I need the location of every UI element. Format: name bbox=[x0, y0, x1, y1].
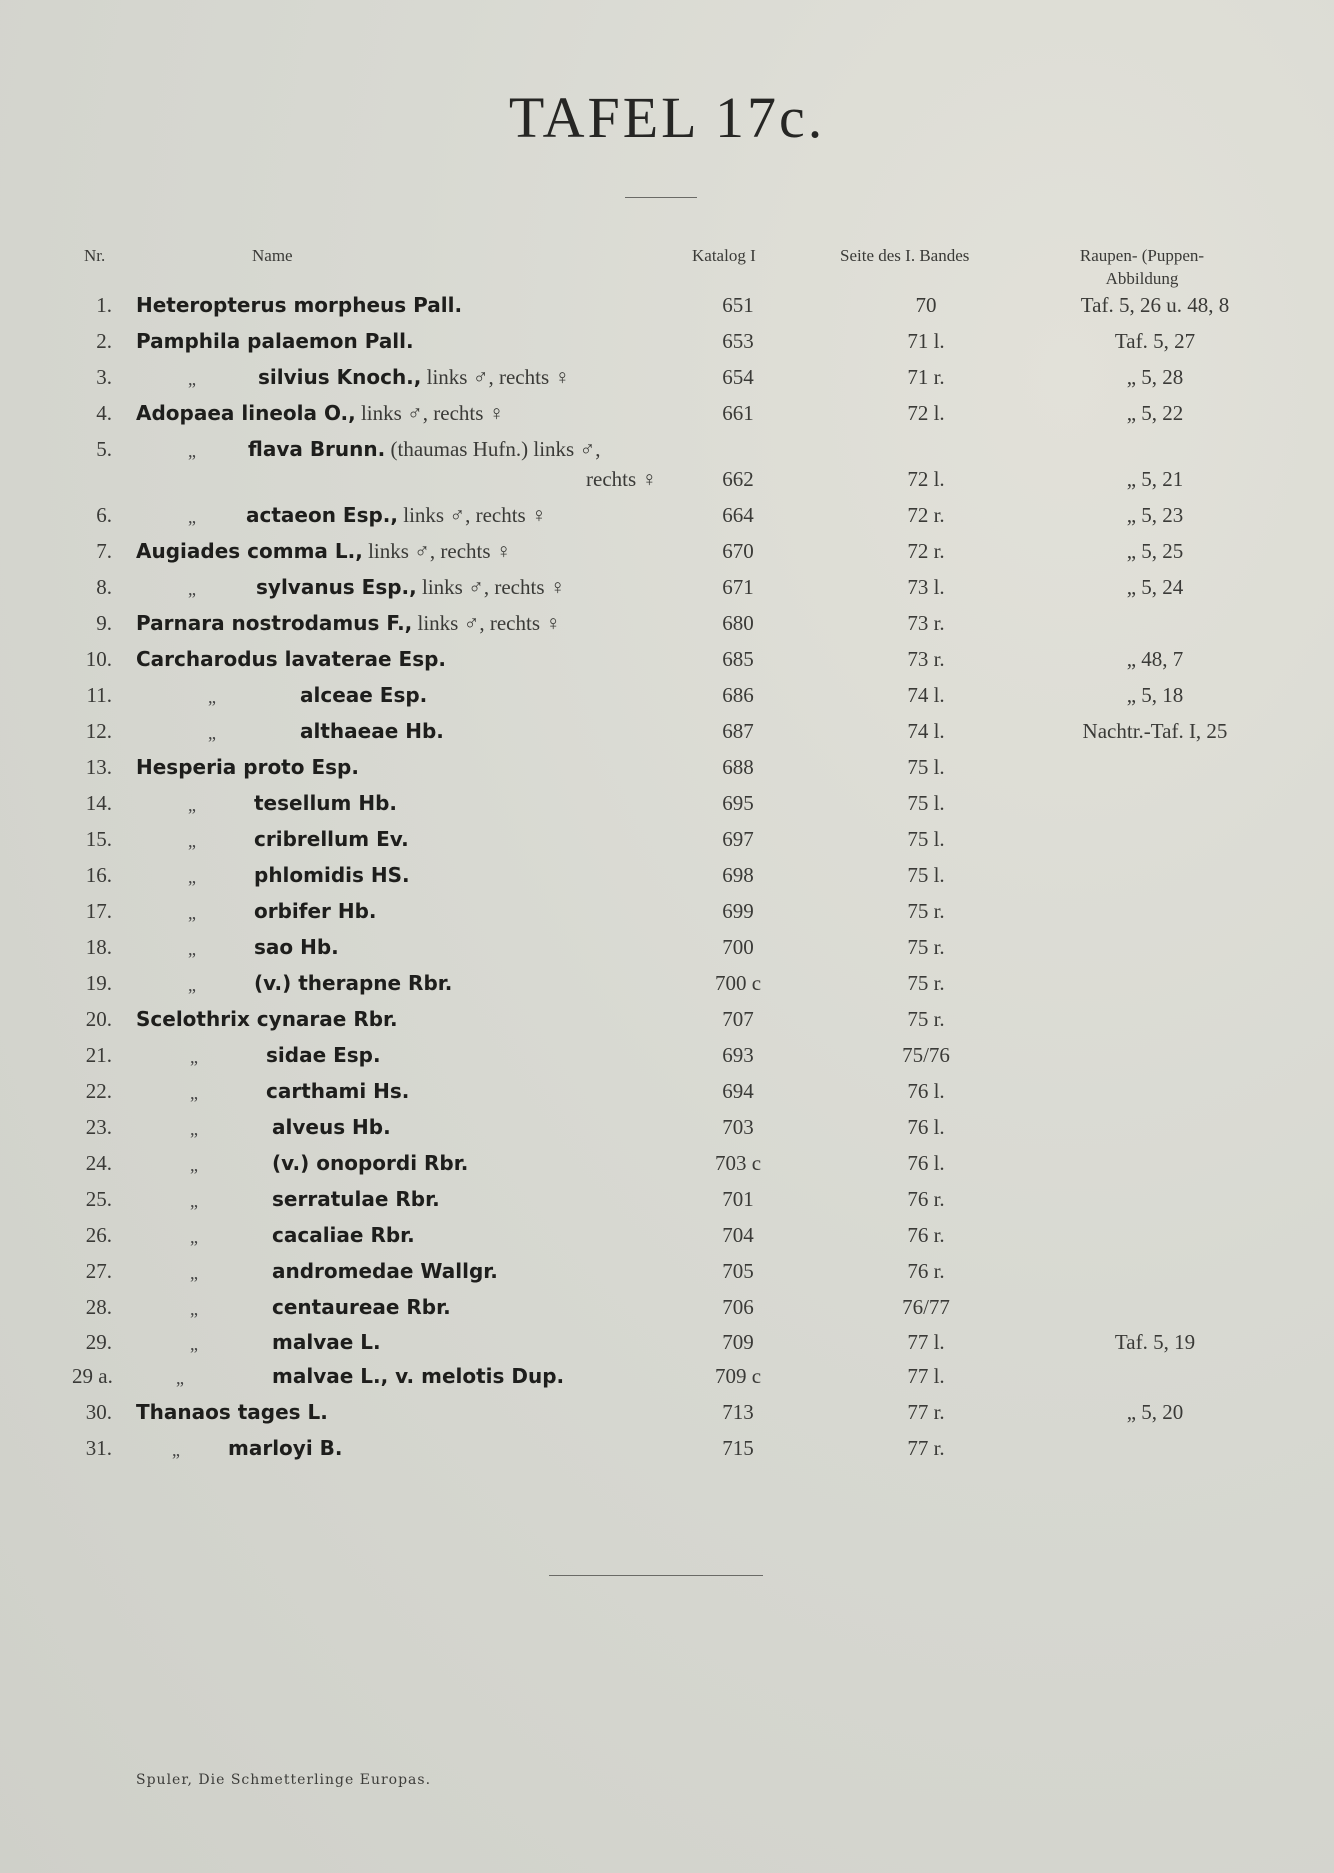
species-name-text: cribrellum Ev. bbox=[254, 827, 409, 851]
row-number: 17. bbox=[85, 899, 112, 923]
row-number: 9. bbox=[96, 611, 112, 635]
row-number: 28. bbox=[85, 1295, 112, 1319]
ditto-mark: „ bbox=[188, 579, 196, 599]
species-name-text: Augiades comma L., bbox=[136, 539, 363, 563]
page-reference: 73 r. bbox=[907, 611, 945, 635]
species-name bbox=[136, 401, 504, 426]
katalog-number: 671 bbox=[722, 575, 754, 599]
page-reference: 72 l. bbox=[907, 467, 945, 491]
header-nr: Nr. bbox=[84, 246, 106, 265]
katalog-number: 709 c bbox=[714, 1364, 762, 1388]
species-name bbox=[136, 1400, 328, 1424]
species-name-text: alceae Esp. bbox=[300, 683, 428, 707]
table-row bbox=[0, 1259, 1334, 1293]
table-row bbox=[0, 503, 1334, 537]
larva-plate-reference: „ 48, 7 bbox=[1126, 647, 1184, 671]
page-reference: 74 l. bbox=[907, 719, 945, 743]
species-name-text: flava Brunn. bbox=[248, 437, 386, 461]
species-name-text: andromedae Wallgr. bbox=[272, 1259, 498, 1283]
katalog-number: 700 bbox=[722, 935, 754, 959]
row-number: 10. bbox=[85, 647, 112, 671]
larva-plate-reference: „ 5, 21 bbox=[1126, 467, 1184, 491]
species-name bbox=[246, 503, 547, 528]
species-name bbox=[254, 863, 410, 887]
species-note: links ♂, rechts ♀ bbox=[421, 365, 571, 389]
ditto-mark: „ bbox=[176, 1368, 184, 1388]
larva-plate-reference: „ 5, 24 bbox=[1126, 575, 1184, 599]
table-row bbox=[0, 611, 1334, 645]
table-row bbox=[0, 575, 1334, 609]
page-footer: Spuler, Die Schmetterlinge Europas. bbox=[136, 1772, 432, 1788]
ditto-mark: „ bbox=[190, 1191, 198, 1211]
species-name-text: malvae L., v. melotis Dup. bbox=[272, 1364, 565, 1388]
katalog-number: 713 bbox=[722, 1400, 754, 1424]
katalog-number: 704 bbox=[722, 1223, 754, 1247]
larva-plate-reference: „ 5, 22 bbox=[1126, 401, 1184, 425]
katalog-number: 664 bbox=[722, 503, 754, 527]
table-row bbox=[0, 1079, 1334, 1113]
page-reference: 76 r. bbox=[907, 1223, 945, 1247]
katalog-number: 715 bbox=[722, 1436, 754, 1460]
ditto-mark: „ bbox=[188, 867, 196, 887]
page-reference: 71 r. bbox=[907, 365, 945, 389]
row-number: 29. bbox=[85, 1330, 112, 1354]
page-reference: 75 l. bbox=[907, 791, 945, 815]
table-row bbox=[0, 1007, 1334, 1041]
species-name bbox=[272, 1187, 440, 1211]
row-number: 22. bbox=[85, 1079, 112, 1103]
page-reference: 72 r. bbox=[907, 503, 945, 527]
table-row bbox=[0, 1400, 1334, 1434]
ditto-mark: „ bbox=[190, 1299, 198, 1319]
page-reference: 75 l. bbox=[907, 863, 945, 887]
katalog-number: 705 bbox=[722, 1259, 754, 1283]
header-seite: Seite des I. Bandes bbox=[840, 246, 970, 265]
species-name bbox=[266, 1043, 381, 1067]
ditto-mark: „ bbox=[190, 1119, 198, 1139]
ditto-mark: „ bbox=[208, 723, 216, 743]
ditto-mark: „ bbox=[190, 1047, 198, 1067]
row-number: 13. bbox=[85, 755, 112, 779]
katalog-number: 662 bbox=[722, 467, 754, 491]
species-name-text: sidae Esp. bbox=[266, 1043, 381, 1067]
table-row bbox=[0, 1436, 1334, 1470]
larva-plate-reference: Taf. 5, 19 bbox=[1114, 1330, 1196, 1354]
page-reference: 77 r. bbox=[907, 1436, 945, 1460]
species-name-text: silvius Knoch., bbox=[258, 365, 422, 389]
table-row bbox=[0, 437, 1334, 471]
table-row bbox=[0, 1223, 1334, 1257]
ditto-mark: „ bbox=[190, 1083, 198, 1103]
larva-plate-reference: „ 5, 23 bbox=[1126, 503, 1184, 527]
header-katalog: Katalog I bbox=[692, 246, 756, 265]
species-name-text: Heteropterus morpheus Pall. bbox=[136, 293, 463, 317]
species-name-text: Scelothrix cynarae Rbr. bbox=[136, 1007, 398, 1031]
species-name-text: cacaliae Rbr. bbox=[272, 1223, 415, 1247]
table-row bbox=[0, 1295, 1334, 1329]
page-reference: 75 r. bbox=[907, 971, 945, 995]
row-number: 4. bbox=[96, 401, 112, 425]
katalog-number: 706 bbox=[722, 1295, 754, 1319]
row-number: 31. bbox=[85, 1436, 112, 1460]
larva-plate-reference: „ 5, 28 bbox=[1126, 365, 1184, 389]
species-name-text: orbifer Hb. bbox=[254, 899, 377, 923]
page-reference: 73 r. bbox=[907, 647, 945, 671]
species-note: links ♂, rechts ♀ bbox=[416, 575, 566, 599]
ditto-mark: „ bbox=[190, 1263, 198, 1283]
page-reference: 72 l. bbox=[907, 401, 945, 425]
table-row bbox=[0, 647, 1334, 681]
table-row bbox=[0, 539, 1334, 573]
species-name-text: Parnara nostrodamus F., bbox=[136, 611, 413, 635]
page-reference: 73 l. bbox=[907, 575, 945, 599]
page-reference: 77 r. bbox=[907, 1400, 945, 1424]
species-name bbox=[272, 1115, 391, 1139]
larva-plate-reference: Nachtr.-Taf. I, 25 bbox=[1082, 719, 1228, 743]
species-note: (thaumas Hufn.) links ♂, bbox=[385, 437, 601, 461]
ditto-mark: „ bbox=[188, 831, 196, 851]
header-name: Name bbox=[252, 246, 293, 265]
table-row bbox=[0, 1043, 1334, 1077]
species-name-text: (v.) onopordi Rbr. bbox=[272, 1151, 469, 1175]
species-name bbox=[248, 437, 600, 462]
bottom-divider bbox=[549, 1575, 763, 1576]
table-row bbox=[0, 863, 1334, 897]
table-row bbox=[0, 719, 1334, 753]
katalog-number: 651 bbox=[722, 293, 754, 317]
larva-plate-reference: Taf. 5, 26 u. 48, 8 bbox=[1080, 293, 1230, 317]
ditto-mark: „ bbox=[188, 441, 196, 461]
table-row bbox=[0, 755, 1334, 789]
row-number: 11. bbox=[86, 683, 112, 707]
row-number: 3. bbox=[96, 365, 112, 389]
larva-plate-reference: „ 5, 25 bbox=[1126, 539, 1184, 563]
table-row bbox=[0, 1187, 1334, 1221]
table-row bbox=[0, 899, 1334, 933]
row-number: 1. bbox=[96, 293, 112, 317]
katalog-number: 703 c bbox=[714, 1151, 762, 1175]
row-number: 25. bbox=[85, 1187, 112, 1211]
species-name-text: carthami Hs. bbox=[266, 1079, 410, 1103]
page-reference: 76 l. bbox=[907, 1115, 945, 1139]
ditto-mark: „ bbox=[188, 795, 196, 815]
species-note: links ♂, rechts ♀ bbox=[362, 539, 512, 563]
ditto-mark: „ bbox=[190, 1155, 198, 1175]
species-name-text: malvae L. bbox=[272, 1330, 381, 1354]
ditto-mark: „ bbox=[188, 507, 196, 527]
row-number: 18. bbox=[85, 935, 112, 959]
katalog-number: 697 bbox=[722, 827, 754, 851]
katalog-number: 686 bbox=[722, 683, 754, 707]
species-name-text: serratulae Rbr. bbox=[272, 1187, 440, 1211]
page-reference: 77 l. bbox=[907, 1330, 945, 1354]
katalog-number: 685 bbox=[722, 647, 754, 671]
species-name-text: sao Hb. bbox=[254, 935, 339, 959]
row-number: 21. bbox=[85, 1043, 112, 1067]
row-number: 27. bbox=[85, 1259, 112, 1283]
katalog-number: 653 bbox=[722, 329, 754, 353]
species-name-text: Carcharodus lavaterae Esp. bbox=[136, 647, 447, 671]
page-reference: 75 l. bbox=[907, 827, 945, 851]
katalog-number: 695 bbox=[722, 791, 754, 815]
row-number: 16. bbox=[85, 863, 112, 887]
ditto-mark: „ bbox=[190, 1227, 198, 1247]
species-name-text: Hesperia proto Esp. bbox=[136, 755, 359, 779]
species-name bbox=[228, 1436, 343, 1460]
table-row bbox=[0, 935, 1334, 969]
page-reference: 75 r. bbox=[907, 899, 945, 923]
row-number: 6. bbox=[96, 503, 112, 527]
row-number: 7. bbox=[96, 539, 112, 563]
page-reference: 76 r. bbox=[907, 1259, 945, 1283]
species-name-text: phlomidis HS. bbox=[254, 863, 410, 887]
species-name bbox=[254, 791, 397, 815]
species-name bbox=[272, 1364, 564, 1388]
katalog-number: 654 bbox=[722, 365, 754, 389]
table-row bbox=[0, 827, 1334, 861]
katalog-number: 699 bbox=[722, 899, 754, 923]
header-raupen-line2: Abbildung bbox=[1105, 269, 1179, 288]
page-reference: 75 r. bbox=[907, 935, 945, 959]
row-number: 29 a. bbox=[72, 1364, 113, 1388]
katalog-number: 688 bbox=[722, 755, 754, 779]
katalog-number: 701 bbox=[722, 1187, 754, 1211]
row-number: 20. bbox=[85, 1007, 112, 1031]
species-name-text: centaureae Rbr. bbox=[272, 1295, 451, 1319]
species-note: links ♂, rechts ♀ bbox=[355, 401, 505, 425]
species-name bbox=[300, 719, 444, 743]
species-name bbox=[254, 935, 339, 959]
species-name-text: tesellum Hb. bbox=[254, 791, 397, 815]
species-name-text: Pamphila palaemon Pall. bbox=[136, 329, 414, 353]
row-number: 14. bbox=[85, 791, 112, 815]
species-name bbox=[300, 683, 427, 707]
ditto-mark: „ bbox=[188, 939, 196, 959]
species-note: links ♂, rechts ♀ bbox=[412, 611, 561, 635]
row-number: 15. bbox=[85, 827, 112, 851]
species-name bbox=[136, 611, 561, 636]
species-name-text: althaeae Hb. bbox=[300, 719, 444, 743]
row-number: 2. bbox=[96, 329, 112, 353]
row-number: 30. bbox=[85, 1400, 112, 1424]
katalog-number: 698 bbox=[722, 863, 754, 887]
species-name bbox=[272, 1259, 498, 1283]
species-name-text: alveus Hb. bbox=[272, 1115, 391, 1139]
ditto-mark: „ bbox=[188, 975, 196, 995]
table-row bbox=[0, 1151, 1334, 1185]
page-reference: 72 r. bbox=[907, 539, 945, 563]
row-number: 19. bbox=[85, 971, 112, 995]
species-name bbox=[258, 365, 570, 390]
page-reference: 70 bbox=[915, 293, 937, 317]
table-row bbox=[0, 971, 1334, 1005]
page-reference: 76 l. bbox=[907, 1151, 945, 1175]
table-row bbox=[0, 791, 1334, 825]
row-number: 23. bbox=[85, 1115, 112, 1139]
ditto-mark: „ bbox=[188, 903, 196, 923]
ditto-mark: „ bbox=[188, 369, 196, 389]
page-reference: 75/76 bbox=[902, 1043, 950, 1067]
species-name-text: sylvanus Esp., bbox=[256, 575, 417, 599]
katalog-number: 700 c bbox=[714, 971, 762, 995]
page-reference: 77 l. bbox=[907, 1364, 945, 1388]
species-name bbox=[272, 1330, 381, 1354]
larva-plate-reference: „ 5, 18 bbox=[1126, 683, 1184, 707]
species-name bbox=[586, 467, 657, 492]
species-name-text: (v.) therapne Rbr. bbox=[254, 971, 453, 995]
species-name bbox=[136, 329, 414, 353]
table-row bbox=[0, 329, 1334, 363]
species-note: rechts ♀ bbox=[586, 467, 658, 491]
ditto-mark: „ bbox=[208, 687, 216, 707]
species-name bbox=[256, 575, 566, 600]
katalog-number: 687 bbox=[722, 719, 754, 743]
table-row bbox=[0, 467, 1334, 501]
species-name bbox=[272, 1223, 415, 1247]
page-reference: 76 l. bbox=[907, 1079, 945, 1103]
species-name bbox=[272, 1295, 451, 1319]
species-name bbox=[136, 1007, 398, 1031]
species-name-text: marloyi B. bbox=[228, 1436, 343, 1460]
row-number: 5. bbox=[96, 437, 112, 461]
table-row bbox=[0, 1330, 1334, 1364]
katalog-number: 707 bbox=[722, 1007, 754, 1031]
row-number: 26. bbox=[85, 1223, 112, 1247]
katalog-number: 693 bbox=[722, 1043, 754, 1067]
page-title: TAFEL 17c. bbox=[508, 85, 826, 150]
table-row bbox=[0, 1115, 1334, 1149]
header-raupen-line1: Raupen- (Puppen- bbox=[1079, 246, 1205, 265]
katalog-number: 703 bbox=[722, 1115, 754, 1139]
ditto-mark: „ bbox=[190, 1334, 198, 1354]
row-number: 8. bbox=[96, 575, 112, 599]
page-reference: 75 r. bbox=[907, 1007, 945, 1031]
species-name bbox=[136, 293, 462, 317]
katalog-number: 709 bbox=[722, 1330, 754, 1354]
species-name-text: Thanaos tages L. bbox=[136, 1400, 328, 1424]
row-number: 24. bbox=[85, 1151, 112, 1175]
species-name bbox=[266, 1079, 409, 1103]
larva-plate-reference: Taf. 5, 27 bbox=[1114, 329, 1196, 353]
species-name-text: Adopaea lineola O., bbox=[136, 401, 356, 425]
species-name bbox=[136, 539, 512, 564]
table-row bbox=[0, 1364, 1334, 1398]
page-reference: 76 r. bbox=[907, 1187, 945, 1211]
title-divider bbox=[625, 197, 697, 198]
katalog-number: 680 bbox=[722, 611, 754, 635]
page-reference: 76/77 bbox=[902, 1295, 950, 1319]
page-reference: 71 l. bbox=[907, 329, 945, 353]
ditto-mark: „ bbox=[172, 1440, 180, 1460]
table-row bbox=[0, 365, 1334, 399]
katalog-number: 694 bbox=[722, 1079, 754, 1103]
page-reference: 75 l. bbox=[907, 755, 945, 779]
row-number: 12. bbox=[85, 719, 112, 743]
page-reference: 74 l. bbox=[907, 683, 945, 707]
species-note: links ♂, rechts ♀ bbox=[398, 503, 547, 527]
larva-plate-reference: „ 5, 20 bbox=[1126, 1400, 1184, 1424]
header-raupen bbox=[1052, 244, 1232, 290]
table-row bbox=[0, 401, 1334, 435]
species-name bbox=[136, 647, 446, 671]
katalog-number: 661 bbox=[722, 401, 754, 425]
species-name bbox=[254, 971, 452, 995]
species-name-text: actaeon Esp., bbox=[246, 503, 398, 527]
species-name bbox=[272, 1151, 468, 1175]
species-name bbox=[254, 827, 409, 851]
table-row bbox=[0, 683, 1334, 717]
katalog-number: 670 bbox=[722, 539, 754, 563]
species-name bbox=[136, 755, 359, 779]
table-row bbox=[0, 293, 1334, 327]
species-name bbox=[254, 899, 377, 923]
